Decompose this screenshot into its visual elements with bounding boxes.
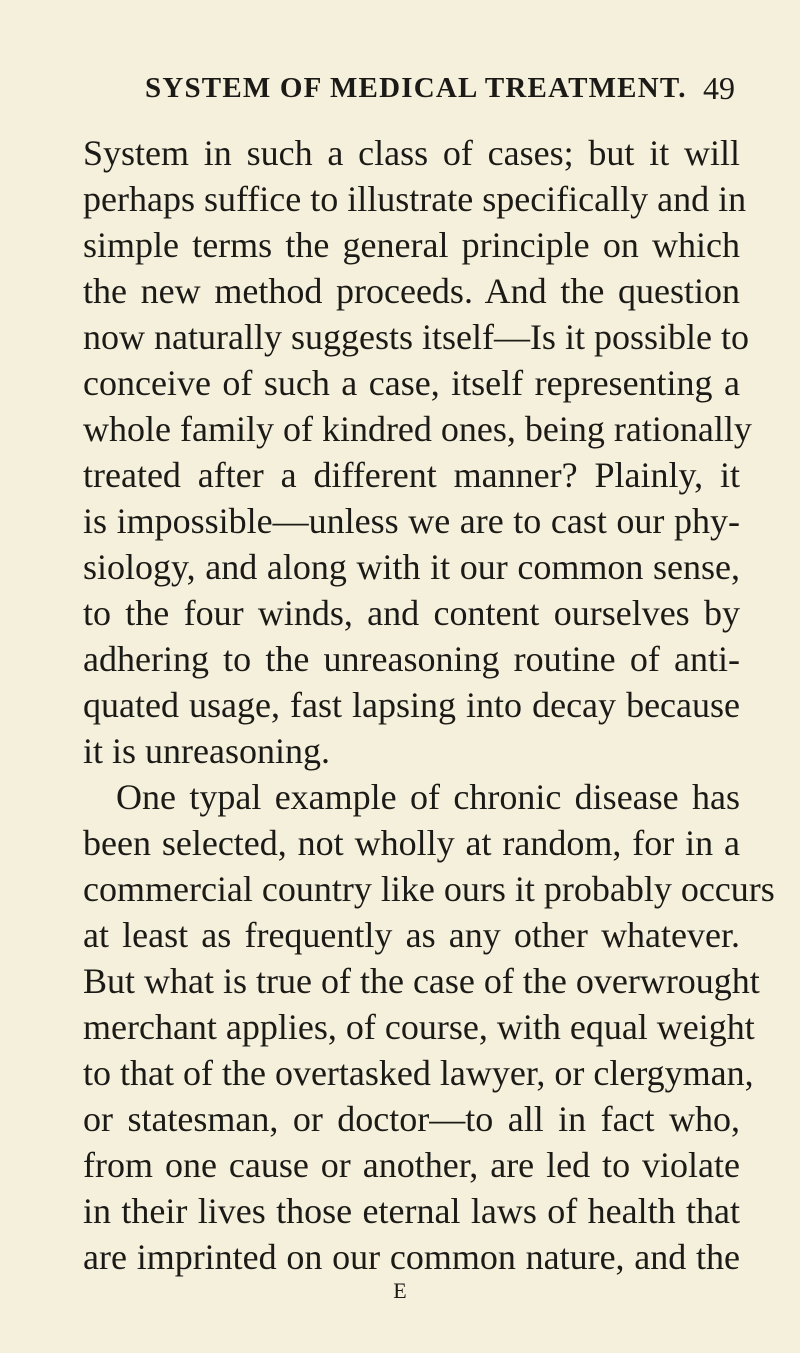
text-line: now naturally suggests itself—Is it possible to bbox=[83, 317, 749, 357]
text-line: commercial country like ours it probably occurs bbox=[83, 869, 775, 909]
text-line: quated usage, fast lapsing into decay because bbox=[83, 685, 740, 725]
page-number: 49 bbox=[703, 70, 735, 106]
paragraph-end-line: it is unreasoning. bbox=[83, 731, 330, 771]
text-line: to the four winds, and content ourselves by bbox=[83, 593, 740, 633]
text-line: or statesman, or doctor—to all in fact who, bbox=[83, 1099, 740, 1139]
text-line: whole family of kindred ones, being rationally bbox=[83, 409, 752, 449]
text-line: adhering to the unreasoning routine of anti- bbox=[83, 639, 740, 679]
text-line: System in such a class of cases; but it will bbox=[83, 133, 740, 173]
text-line: the new method proceeds. And the question bbox=[83, 271, 740, 311]
paragraph-start-line: One typal example of chronic disease has bbox=[116, 777, 740, 817]
text-line: to that of the overtasked lawyer, or clergyman, bbox=[83, 1053, 754, 1093]
text-line: siology, and along with it our common sense, bbox=[83, 547, 740, 587]
text-line: conceive of such a case, itself representing a bbox=[83, 363, 740, 403]
text-line: is impossible—unless we are to cast our phy- bbox=[83, 501, 740, 541]
text-line: at least as frequently as any other whatever. bbox=[83, 915, 740, 955]
signature-mark: E bbox=[393, 1278, 407, 1303]
text-line: in their lives those eternal laws of health that bbox=[83, 1191, 740, 1231]
text-line: been selected, not wholly at random, for in a bbox=[83, 823, 740, 863]
text-line: merchant applies, of course, with equal weight bbox=[83, 1007, 755, 1047]
text-line: are imprinted on our common nature, and the bbox=[83, 1237, 740, 1277]
running-header bbox=[0, 68, 800, 108]
text-line: simple terms the general principle on which bbox=[83, 225, 740, 265]
text-line: But what is true of the case of the overwrought bbox=[83, 961, 760, 1001]
running-title: SYSTEM OF MEDICAL TREATMENT. bbox=[145, 72, 687, 104]
text-line: perhaps suffice to illustrate specifically and in bbox=[83, 179, 747, 219]
text-line: from one cause or another, are led to violate bbox=[83, 1145, 740, 1185]
text-line: treated after a different manner? Plainly, it bbox=[83, 455, 740, 495]
